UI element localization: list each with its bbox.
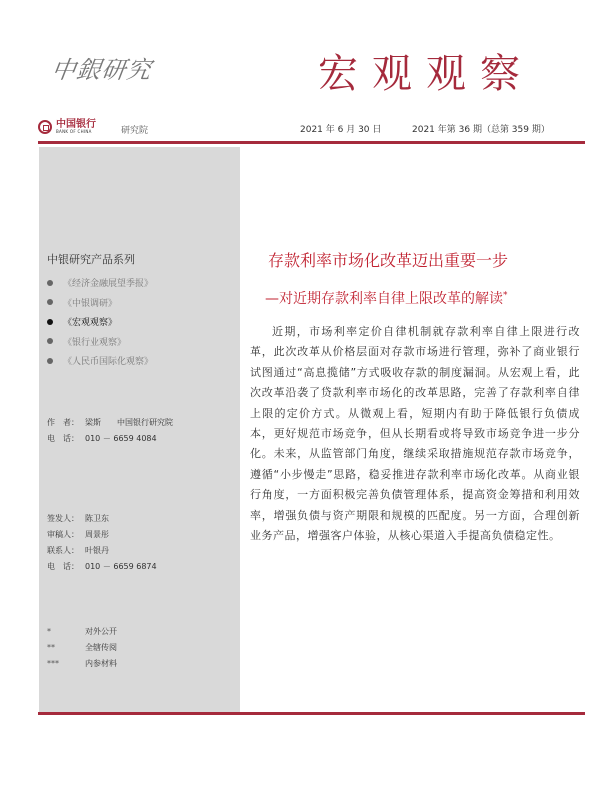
- issue-number: 2021 年第 36 期（总第 359 期）: [412, 125, 550, 135]
- institute-label: 研究院: [121, 126, 149, 136]
- series-list: [47, 273, 153, 371]
- bullet-icon: [47, 319, 53, 325]
- bullet-icon: [47, 338, 53, 344]
- footnote-mark: *: [503, 290, 508, 301]
- phone-value: 010 － 6659 6874: [85, 562, 157, 571]
- publication-title: 宏观观察: [318, 51, 534, 97]
- contact-value: 叶银丹: [85, 546, 109, 555]
- bullet-icon: [47, 280, 53, 286]
- footer-divider: [38, 712, 585, 715]
- article-body: 近期，市场利率定价自律机制就存款利率自律上限进行改革，此次改革从价格层面对存款市场进行管理，弥补了商业银行试图通过“高息揽储”方式吸收存款的制度漏洞。从宏观上看，此次改革沿袭了贷款利率市场化的改革思路，完善了存款利率自律上限的定价方式。从微观上看，短期内有助于降低银行负债成本，更好规范市场竞争，但从长期看或将导致市场竞争进一步分化。未来，从监管部门角度，继续采取措施规范存款市场竞争，遵循“小步慢走”思路，稳妥推进存款利率市场化改革。从商业银行角度，一方面积极完善负债管理体系，提高资金筹措和利用效率，增强负债与资产期限和规模的匹配度。另一方面，合理创新业务产品，增强客户体验，从核心渠道入手提高负债稳定性。: [250, 325, 580, 543]
- signer-value: 陈卫东: [85, 514, 109, 523]
- series-item: 《中银调研》: [47, 293, 153, 313]
- article-subtitle: —对近期存款利率自律上限改革的解读*: [265, 290, 508, 307]
- series-item-active: 《宏观观察》: [47, 312, 153, 332]
- reviewer-label: 审稿人：: [47, 530, 79, 539]
- series-item: 《人民币国际化观察》: [47, 351, 153, 371]
- star-icon: ***: [47, 658, 59, 668]
- reviewer-value: 周景彤: [85, 530, 109, 539]
- zhongyin-research-logo: 中銀研究: [49, 56, 154, 84]
- author-label: 作 者：: [47, 418, 79, 427]
- phone-label: 电 话：: [47, 434, 79, 443]
- approval-info: [47, 511, 157, 575]
- bank-name-en: BANK OF CHINA: [56, 129, 92, 134]
- series-item: 《经济金融展望季报》: [47, 273, 153, 293]
- series-title: 中银研究产品系列: [47, 253, 135, 266]
- author-info: [47, 415, 173, 447]
- header-divider: [38, 141, 585, 144]
- article-title: 存款利率市场化改革迈出重要一步: [268, 251, 509, 270]
- series-item: 《银行业观察》: [47, 332, 153, 352]
- phone-label: 电 话：: [47, 562, 79, 571]
- bank-name-cn: 中国银行: [56, 119, 96, 130]
- signer-label: 签发人：: [47, 514, 79, 523]
- phone-value: 010 － 6659 4084: [85, 434, 157, 443]
- bullet-icon: [47, 299, 53, 305]
- star-icon: **: [47, 642, 55, 652]
- bank-of-china-logo: [38, 120, 96, 134]
- author-value: 梁斯 中国银行研究院: [85, 418, 173, 427]
- bullet-icon: [47, 358, 53, 364]
- classification-legend: * 对外公开 ** 全辖传阅 *** 内参材料: [47, 626, 117, 668]
- star-icon: *: [47, 626, 51, 636]
- bank-of-china-emblem-icon: [38, 120, 52, 134]
- contact-label: 联系人：: [47, 546, 79, 555]
- publication-date: 2021 年 6 月 30 日: [300, 125, 382, 135]
